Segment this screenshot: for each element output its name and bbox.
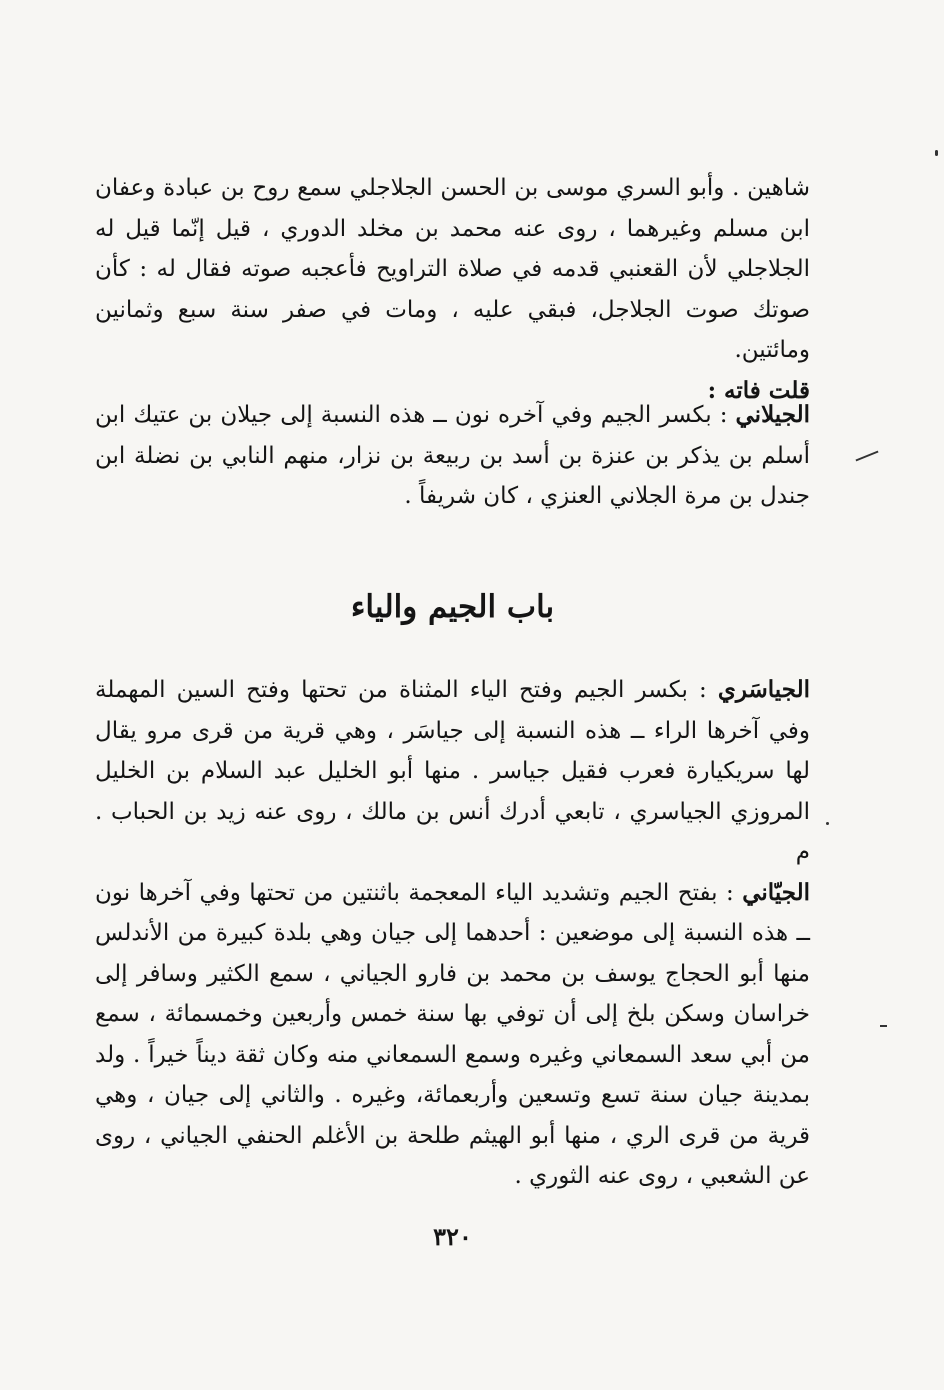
page-number: ٣٢٠: [433, 1222, 472, 1251]
entry-lemma: الجياسَري: [717, 676, 810, 703]
note-missed-label: قلت فاته :: [707, 376, 810, 404]
entry-lemma: الجيلاني: [735, 401, 810, 428]
entry-lemma: الجيّاني: [742, 878, 810, 906]
paragraph-abu-al-sari: شاهين . وأبو السري موسى بن الحسن الجلاجلي سمع روح بن عبادة وعفان ابن مسلم وغيرهما ، روى عنه محمد بن مخلد الدوري ، قيل إنّما قيل له الجلاجلي لأن القعنبي قدمه في صلاة التراويح فأعجبه صوته فقال له : كأن صوتك صوت الجلاجل، فبقي عليه ، ومات في صفر سنة سبع وثمانين ومائتين.: [95, 175, 810, 363]
text-block-jilani: [95, 395, 810, 517]
entry-jilani: [95, 395, 810, 517]
entry-body: : بكسر الجيم وفتح الياء المثناة من تحتها وفتح السين المهملة وفي آخرها الراء ــ هذه النسبة إلى جياسَر ، وهي قرية من قرى مرو يقال لها سريكيارة فعرب فقيل جياسر . منها أبو الخليل عبد السلام بن الخليل المروزي الجياسري ، تابعي أدرك أنس بن مالك ، روى عنه زيد بن الحباب . م: [95, 677, 810, 865]
text-block-top: [95, 168, 810, 411]
text-block-entries: [95, 670, 810, 1197]
chapter-heading: باب الجيم والياء: [350, 589, 555, 625]
margin-ink-dash: [880, 1025, 887, 1027]
margin-ink-dot: [826, 822, 829, 825]
entry-body: : بكسر الجيم وفي آخره نون ــ هذه النسبة إلى جيلان بن عتيك ابن أسلم بن يذكر بن عنزة بن أسد بن ربيعة بن نزار، منهم النابي بن نضلة ابن جندل بن مرة الجلاني العنزي ، كان شريفاً .: [95, 402, 810, 509]
entry-jayasari: [95, 670, 810, 873]
margin-pen-stroke: [855, 451, 878, 462]
margin-ink-dot: [935, 150, 938, 156]
entry-body: : بفتح الجيم وتشديد الياء المعجمة باثنتين من تحتها وفي آخرها نون ــ هذه النسبة إلى موضعين : أحدهما إلى جيان وهي بلدة كبيرة من الأندلس منها أبو الحجاج يوسف بن محمد بن فارو الجياني ، سمع الكثير وسافر إلى خراسان وسكن بلخ إلى أن توفي بها سنة خمس وأربعين وخمسمائة ، سمع من أبي سعد السمعاني وغيره وسمع السمعاني منه وكان ثقة ديناً خيراً . ولد بمدينة جيان سنة تسع وتسعين وأربعمائة، وغيره . والثاني إلى جيان ، وهي قرية من قرى الري ، منها أبو الهيثم طلحة بن الأغلم الحنفي الجياني ، روى عن الشعبي ، روى عنه الثوري .: [95, 879, 810, 1189]
entry-jayyani: [95, 873, 810, 1197]
